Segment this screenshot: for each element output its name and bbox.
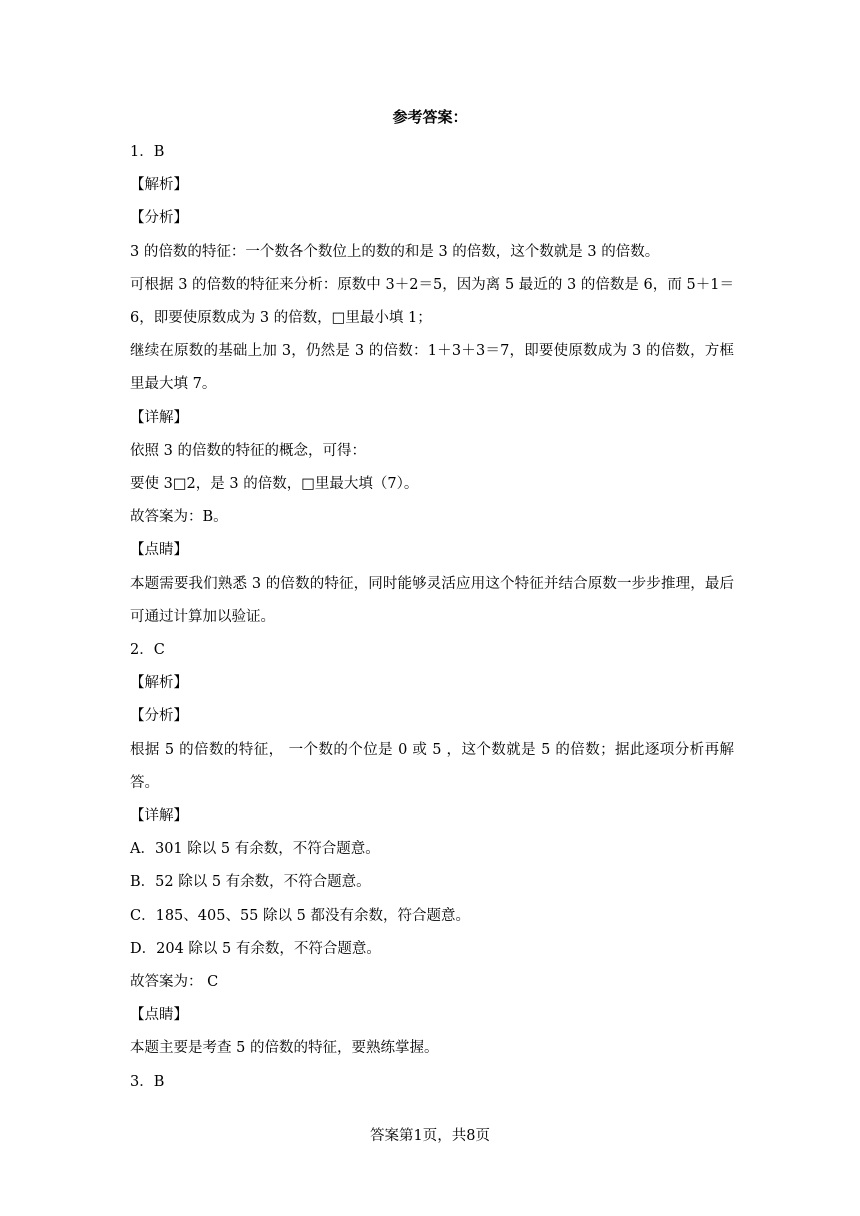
paragraph: 继续在原数的基础上加 3，仍然是 3 的倍数：1＋3＋3＝7，即要使原数成为 3 的倍数，方框里最大填 7。 <box>130 343 734 393</box>
paragraph: 本题需要我们熟悉 3 的倍数的特征，同时能够灵活应用这个特征并结合原数一步步推理，最后可通过计算加以验证。 <box>130 575 734 625</box>
answer-content <box>130 136 734 1099</box>
paragraph: 故答案为：B。 <box>130 509 228 526</box>
section-label: 【详解】 <box>130 808 188 825</box>
paragraph: 根据 5 的倍数的特征， 一个数的个位是 0 或 5 ，这个数就是 5 的倍数；据此逐项分析再解答。 <box>130 741 734 791</box>
section-label: 【分析】 <box>130 210 188 227</box>
paragraph: 可根据 3 的倍数的特征来分析：原数中 3＋2＝5，因为离 5 最近的 3 的倍数是 6，而 5＋1＝6，即要使原数成为 3 的倍数，□里最小填 1； <box>130 276 734 327</box>
section-label: 【详解】 <box>130 409 188 426</box>
section-label: 【解析】 <box>130 675 188 692</box>
answer-number: 2．C <box>130 642 165 659</box>
paragraph: 故答案为： C <box>130 974 219 991</box>
paragraph: 依照 3 的倍数的特征的概念，可得： <box>130 442 366 459</box>
option-line: B．52 除以 5 有余数，不符合题意。 <box>130 874 371 891</box>
answer-number: 1．B <box>130 144 165 160</box>
option-line: C．185、405、55 除以 5 都没有余数，符合题意。 <box>130 907 470 924</box>
page-title: 参考答案： <box>392 108 468 126</box>
section-label: 【解析】 <box>130 177 188 194</box>
paragraph: 本题主要是考查 5 的倍数的特征，要熟练掌握。 <box>130 1040 439 1057</box>
section-label: 【分析】 <box>130 708 188 725</box>
section-label: 【点睛】 <box>130 542 188 559</box>
paragraph: 3 的倍数的特征：一个数各个数位上的数的和是 3 的倍数，这个数就是 3 的倍数。 <box>130 243 660 260</box>
option-line: A．301 除以 5 有余数，不符合题意。 <box>130 841 380 858</box>
section-label: 【点睛】 <box>130 1007 188 1024</box>
page-footer: 答案第1页，共8页 <box>370 1128 490 1144</box>
option-line: D．204 除以 5 有余数，不符合题意。 <box>130 940 381 957</box>
paragraph: 要使 3□2，是 3 的倍数，□里最大填（7）。 <box>130 476 419 493</box>
answer-number: 3．B <box>130 1073 165 1090</box>
